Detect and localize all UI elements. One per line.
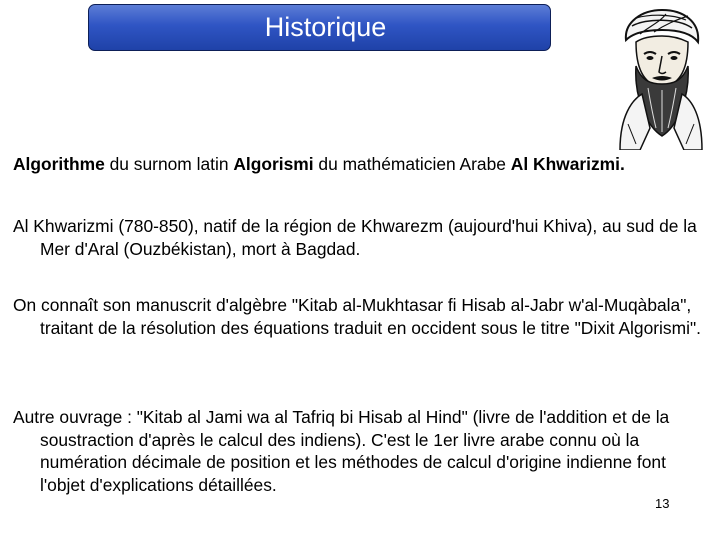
slide-title: Historique bbox=[264, 12, 387, 42]
paragraph-etymology bbox=[13, 153, 715, 176]
page-number: 13 bbox=[655, 496, 670, 511]
text-segment: du surnom latin bbox=[104, 154, 234, 174]
term-al-khwarizmi: Al Khwarizmi. bbox=[510, 154, 625, 174]
title-banner bbox=[88, 4, 551, 51]
right-eye bbox=[671, 56, 678, 60]
al-khwarizmi-portrait bbox=[606, 4, 716, 150]
text-segment: du mathématicien Arabe bbox=[313, 154, 511, 174]
paragraph-algebra-manuscript: On connaît son manuscrit d'algèbre "Kitab al-Mukhtasar fi Hisab al-Jabr w'al-Muqàbala", traitant de la résolution des équations traduit en occident sous le titre "Dixit Algorismi". bbox=[13, 295, 701, 338]
left-eye bbox=[647, 56, 654, 60]
term-algorismi: Algorismi bbox=[233, 154, 314, 174]
paragraph-other-work: Autre ouvrage : "Kitab al Jami wa al Tafriq bi Hisab al Hind" (livre de l'addition et de la soustraction d'après le calcul des indiens). C'est le 1er livre arabe connu où la numération décimale de position et les méthodes de calcul d'origine indienne font l'objet d'explications détaillées. bbox=[13, 407, 670, 496]
term-algorithme: Algorithme bbox=[13, 154, 105, 174]
paragraph-biography: Al Khwarizmi (780-850), natif de la région de Khwarezm (aujourd'hui Khiva), au sud de la Mer d'Aral (Ouzbékistan), mort à Bagdad. bbox=[13, 216, 697, 259]
